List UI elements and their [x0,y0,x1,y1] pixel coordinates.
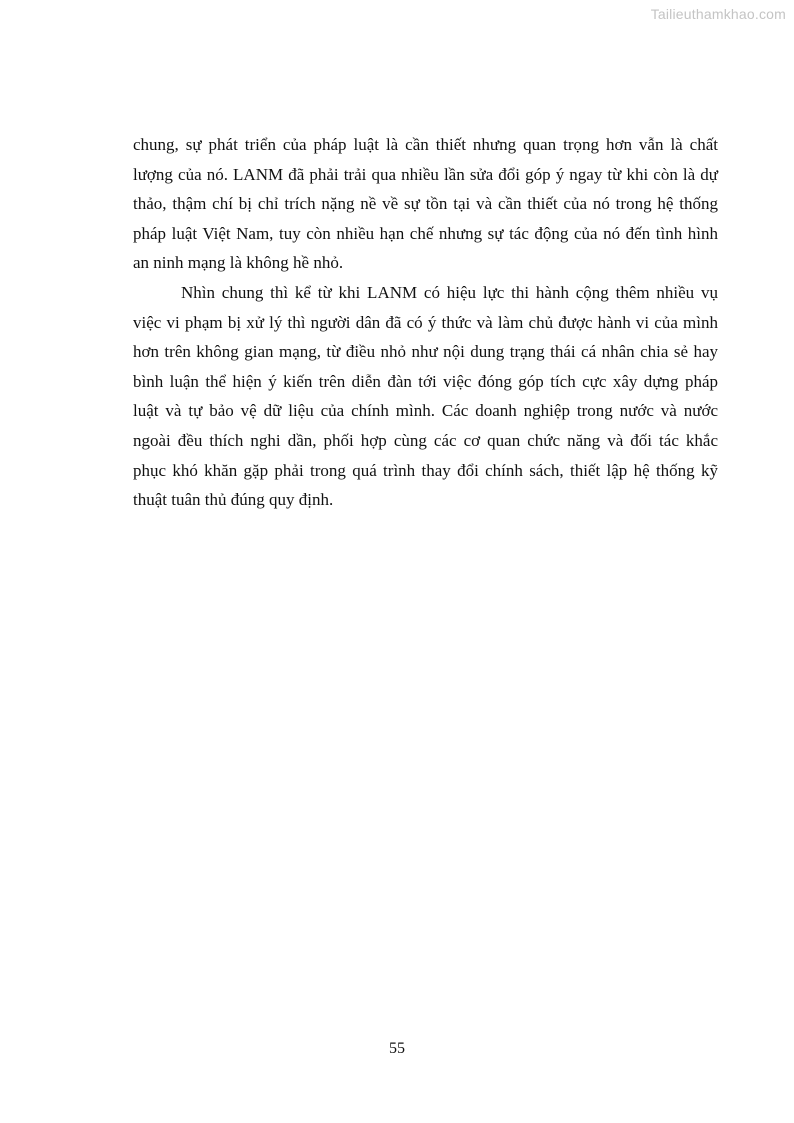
text-line: an ninh mạng là không hề nhỏ. [133,253,344,273]
text-line: thảo, thậm chí bị chỉ trích nặng nề về sự tồn tại và cần thiết của nó trong hệ thống [133,194,718,214]
text-line: ngoài đều thích nghi dần, phối hợp cùng các cơ quan chức năng và đối tác khắc [133,430,718,450]
watermark-text: Tailieuthamkhao.com [650,6,786,22]
text-line: Nhìn chung thì kể từ khi LANM có hiệu lực thi hành cộng thêm nhiều vụ [181,282,718,302]
paragraph-1 [133,130,718,278]
text-line: luật và tự bảo vệ dữ liệu của chính mình. Các doanh nghiệp trong nước và nước [133,401,718,421]
text-line: pháp luật Việt Nam, tuy còn nhiều hạn chế nhưng sự tác động của nó đến tình hình [133,223,718,243]
text-line: chung, sự phát triển của pháp luật là cần thiết nhưng quan trọng hơn vẫn là chất [133,135,718,154]
text-line: việc vi phạm bị xử lý thì người dân đã có ý thức và làm chủ được hành vi của mình [133,312,718,332]
page-number: 55 [389,1040,405,1057]
text-line: bình luận thể hiện ý kiến trên diễn đàn tới việc đóng góp tích cực xây dựng pháp [133,371,718,391]
document-body [133,130,718,515]
text-line: hơn trên không gian mạng, từ điều nhỏ như nội dung trạng thái cá nhân chia sẻ hay [133,342,718,362]
text-line: thuật tuân thủ đúng quy định. [133,490,334,510]
text-line: lượng của nó. LANM đã phải trải qua nhiều lần sửa đổi góp ý ngay từ khi còn là dự [133,164,718,184]
text-line: phục khó khăn gặp phải trong quá trình thay đổi chính sách, thiết lập hệ thống kỹ [133,460,718,480]
paragraph-2 [133,278,718,515]
